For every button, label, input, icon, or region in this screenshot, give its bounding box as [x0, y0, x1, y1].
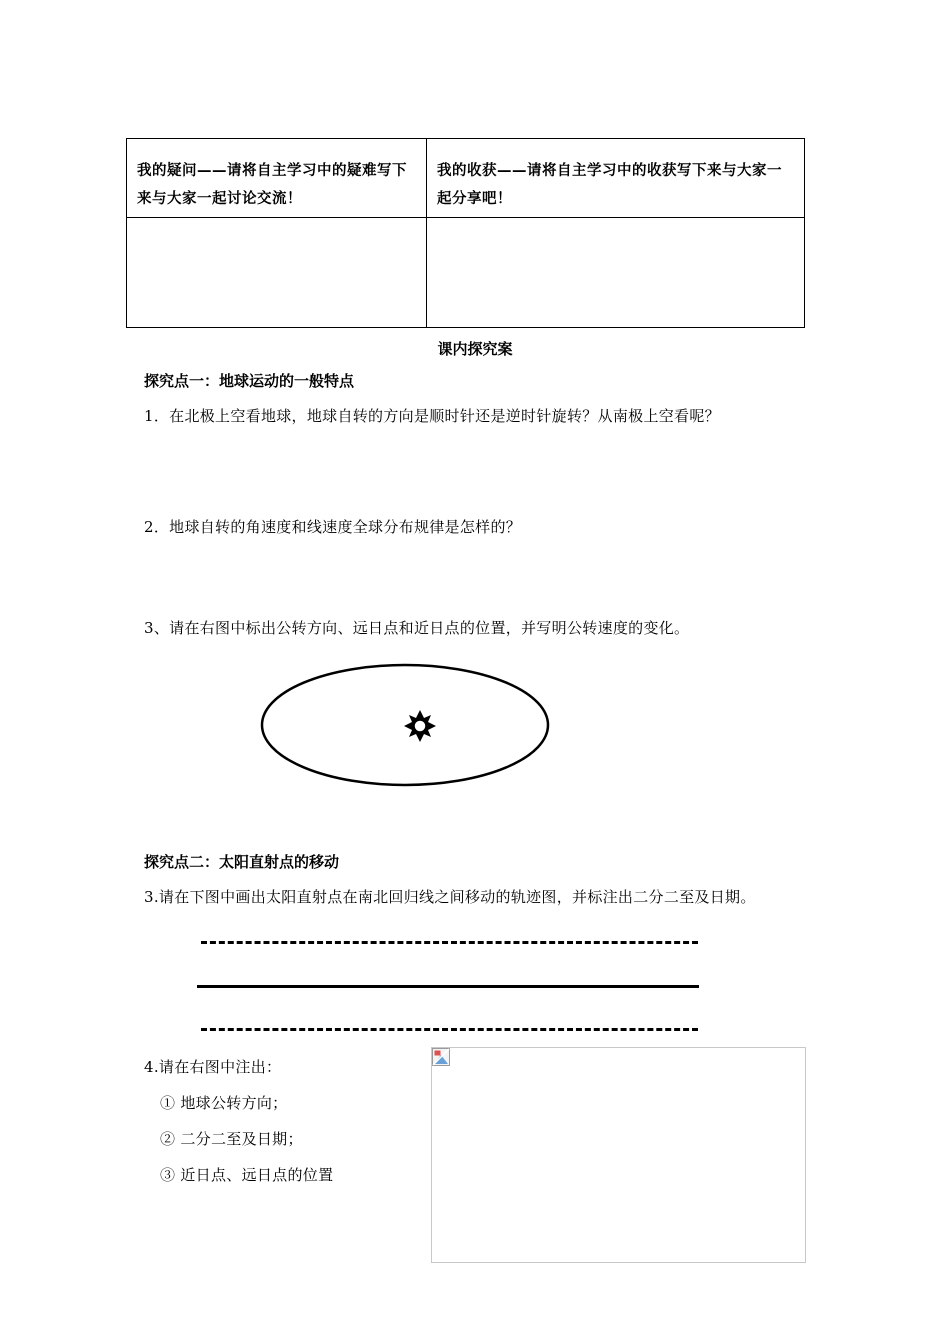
orbit-figure-placeholder	[431, 1047, 806, 1263]
broken-image-icon	[432, 1048, 450, 1066]
questions-header: 我的疑问——请将自主学习中的疑难写下来与大家一起讨论交流！	[137, 163, 407, 207]
harvest-header-cell	[427, 139, 805, 218]
q4-item-2: ② 二分二至及日期；	[160, 1130, 303, 1148]
section1-question-1: 1．在北极上空看地球，地球自转的方向是顺时针还是逆时针旋转？从南极上空看呢？	[144, 407, 720, 425]
question-harvest-table	[126, 138, 805, 328]
tropic-of-cancer-line	[201, 941, 698, 944]
equator-line	[197, 985, 699, 988]
section2-question-3: 3.请在下图中画出太阳直射点在南北回归线之间移动的轨迹图，并标注出二分二至及日期。	[144, 888, 756, 906]
questions-header-cell	[127, 139, 427, 218]
section1-heading: 探究点一：地球运动的一般特点	[144, 372, 355, 390]
sun-icon	[404, 710, 436, 742]
section1-question-2: 2．地球自转的角速度和线速度全球分布规律是怎样的？	[144, 518, 522, 536]
q4-item-3: ③ 近日点、远日点的位置	[160, 1166, 334, 1184]
section1-question-3: 3、请在右图中标出公转方向、远日点和近日点的位置，并写明公转速度的变化。	[144, 619, 690, 637]
orbit-ellipse	[262, 665, 548, 785]
section2-heading: 探究点二：太阳直射点的移动	[144, 853, 340, 871]
harvest-header: 我的收获——请将自主学习中的收获写下来与大家一起分享吧！	[437, 163, 782, 207]
q4-item-1: ① 地球公转方向；	[160, 1094, 288, 1112]
orbit-diagram	[255, 662, 555, 792]
questions-answer-cell[interactable]	[127, 218, 427, 328]
tropic-of-capricorn-line	[201, 1028, 698, 1031]
harvest-answer-cell[interactable]	[427, 218, 805, 328]
page-title: 课内探究案	[437, 340, 513, 358]
section2-question-4: 4.请在右图中注出：	[144, 1058, 282, 1076]
